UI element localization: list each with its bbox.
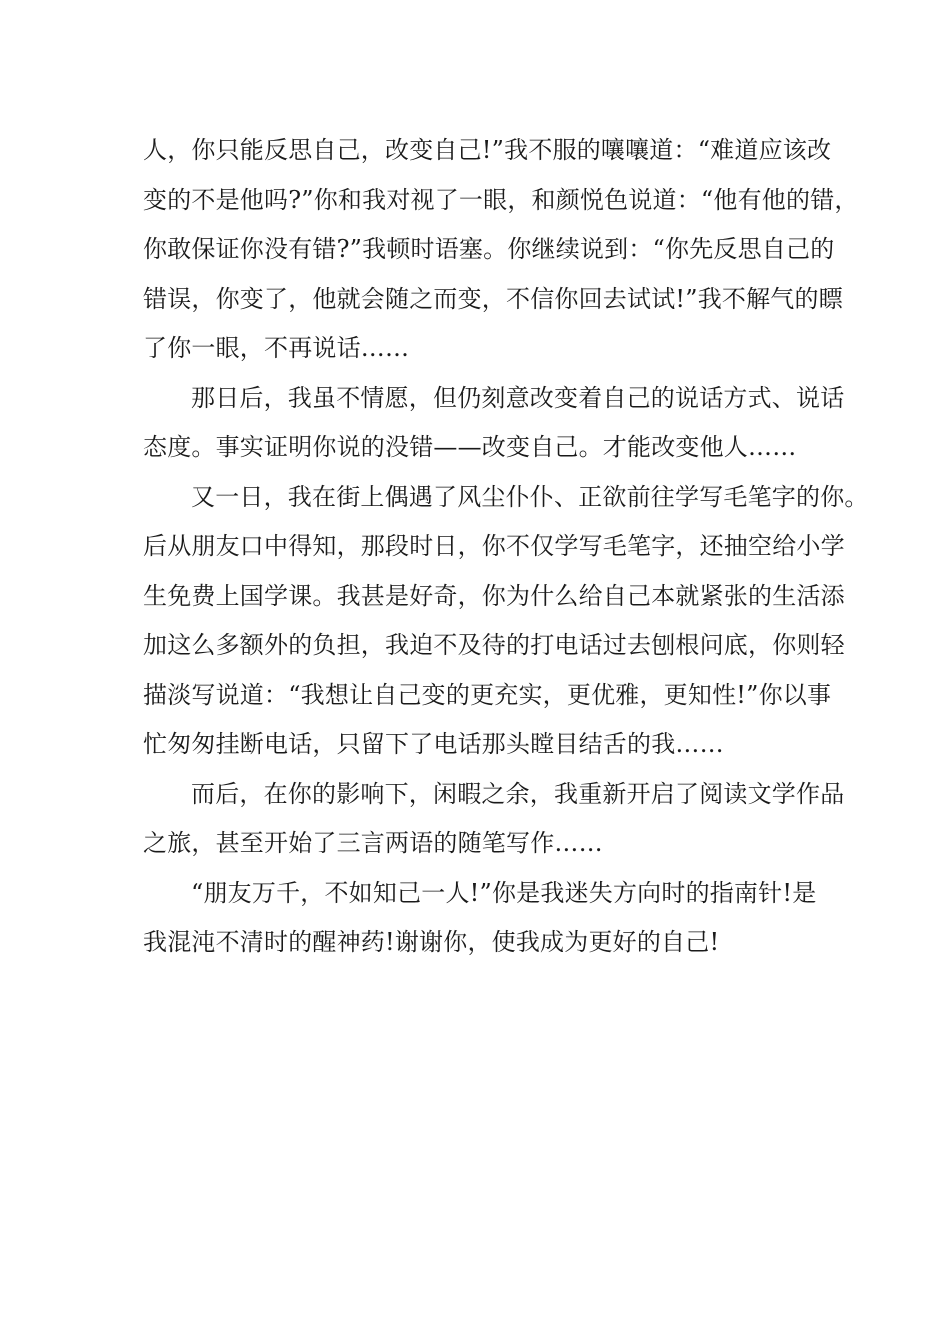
paragraph-5 [143, 869, 823, 968]
paragraph-line: 错误，你变了，他就会随之而变，不信你回去试试!”我不解气的瞟 [143, 284, 843, 313]
paragraph-line: 你敢保证你没有错?”我顿时语塞。你继续说到：“你先反思自己的 [143, 235, 835, 263]
paragraph-line: 后从朋友口中得知，那段时日，你不仅学写毛笔字，还抽空给小学 [143, 532, 845, 560]
paragraph-2 [143, 374, 845, 473]
paragraph-3 [143, 473, 869, 770]
paragraph-line: 态度。事实证明你说的没错——改变自己。才能改变他人…… [143, 433, 797, 461]
paragraph-line: “朋友万千，不如知己一人!”你是我迷失方向时的指南针!是 [191, 878, 817, 907]
paragraph-line: 生免费上国学课。我甚是好奇，你为什么给自己本就紧张的生活添 [143, 581, 845, 610]
paragraph-line: 之旅，甚至开始了三言两语的随笔写作…… [143, 829, 603, 857]
essay-body [143, 126, 869, 968]
paragraph-line: 变的不是他吗?”你和我对视了一眼，和颜悦色说道：“他有他的错， [143, 185, 859, 214]
paragraph-line: 又一日，我在街上偶遇了风尘仆仆、正欲前往学写毛笔字的你。 [191, 482, 869, 511]
paragraph-line: 我混沌不清时的醒神药!谢谢你，使我成为更好的自己! [143, 928, 720, 956]
paragraph-line: 那日后，我虽不情愿，但仍刻意改变着自己的说话方式、说话 [191, 383, 845, 412]
paragraph-line: 加这么多额外的负担，我迫不及待的打电话过去刨根问底，你则轻 [143, 631, 845, 659]
paragraph-1 [143, 126, 859, 374]
paragraph-4 [143, 770, 845, 869]
paragraph-line: 描淡写说道：“我想让自己变的更充实，更优雅，更知性!”你以事 [143, 680, 832, 709]
paragraph-line: 忙匆匆挂断电话，只留下了电话那头瞠目结舌的我…… [143, 730, 724, 758]
paragraph-line: 了你一眼，不再说话…… [143, 334, 410, 362]
paragraph-line: 而后，在你的影响下，闲暇之余，我重新开启了阅读文学作品 [191, 779, 845, 808]
paragraph-line: 人，你只能反思自己，改变自己!”我不服的嚷嚷道：“难道应该改 [143, 136, 832, 164]
